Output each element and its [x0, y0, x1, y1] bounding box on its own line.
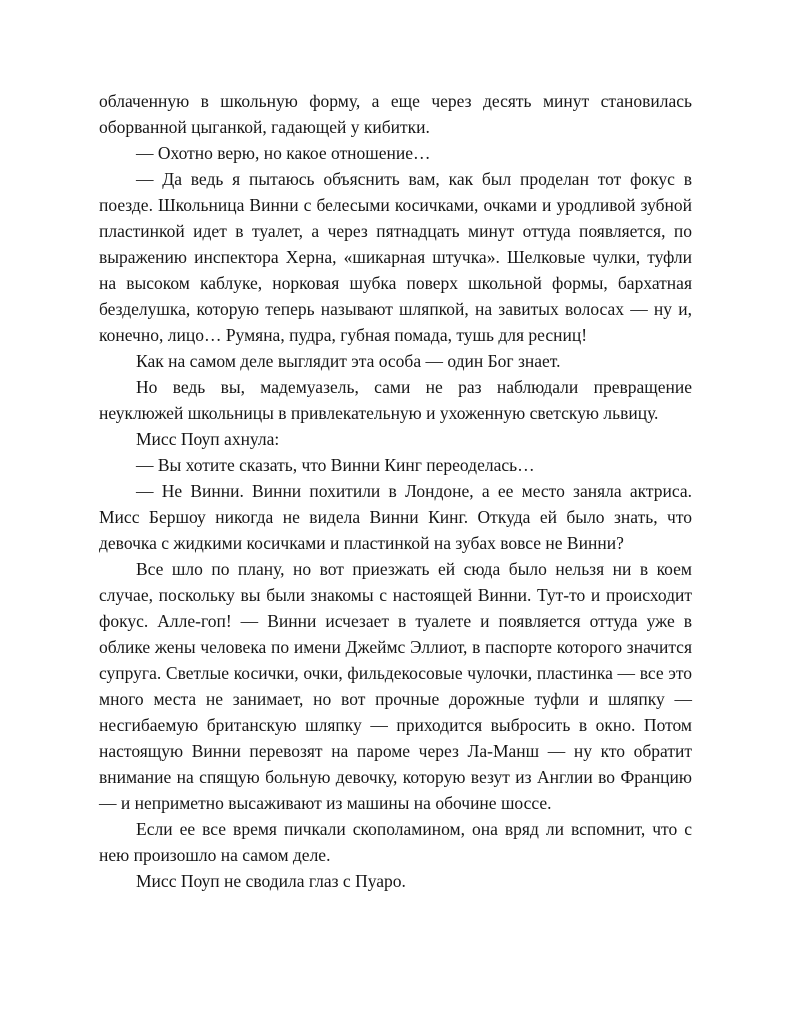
paragraph: — Охотно верю, но какое отношение…	[136, 143, 431, 163]
paragraph: — Да ведь я пытаюсь объяснить вам, как был проделан тот фокус в поезде. Школьница Винни с белесыми косичками, очками и уродливой зубной пластинкой идет в туалет, а через пятнадцать минут оттуда появляется, по выражению инспектора Херна, «шикарная штучка». Шелковые чулки, туфли на высоком каблуке, норковая шубка поверх школьной формы, бархатная безделушка, которую теперь называют шляпкой, на завитых волосах — ну и, конечно, лицо… Румяна, пудра, губная помада, тушь для ресниц!	[99, 169, 692, 345]
paragraph: Мисс Поуп ахнула:	[136, 429, 280, 449]
paragraph: Если ее все время пичкали скополамином, она вряд ли вспомнит, что с нею произошло на самом деле.	[99, 819, 692, 865]
paragraph: — Вы хотите сказать, что Винни Кинг переоделась…	[136, 455, 535, 475]
paragraph: Мисс Поуп не сводила глаз с Пуаро.	[136, 871, 406, 891]
paragraph: Как на самом деле выглядит эта особа — один Бог знает.	[136, 351, 561, 371]
text-block	[99, 88, 692, 894]
paragraph: облаченную в школьную форму, а еще через десять минут становилась оборванной цыганкой, гадающей у кибитки.	[99, 91, 692, 137]
paragraph: — Не Винни. Винни похитили в Лондоне, а ее место заняла актриса. Мисс Бершоу никогда не видела Винни Кинг. Откуда ей было знать, что девочка с жидкими косичками и пластинкой на зубах вовсе не Винни?	[99, 481, 692, 553]
paragraph: Но ведь вы, мадемуазель, сами не раз наблюдали превращение неуклюжей школьницы в привлекательную и ухоженную светскую львицу.	[99, 377, 692, 423]
paragraph: Все шло по плану, но вот приезжать ей сюда было нельзя ни в коем случае, поскольку вы были знакомы с настоящей Винни. Тут-то и происходит фокус. Алле-гоп! — Винни исчезает в туалете и появляется оттуда уже в облике жены человека по имени Джеймс Эллиот, в паспорте которого значится супруга. Светлые косички, очки, фильдекосовые чулочки, пластинка — все это много места не занимает, но вот прочные дорожные туфли и шляпку — несгибаемую британскую шляпку — приходится выбросить в окно. Потом настоящую Винни перевозят на пароме через Ла-Манш — ну кто обратит внимание на спящую больную девочку, которую везут из Англии во Францию — и неприметно высаживают из машины на обочине шоссе.	[99, 559, 692, 813]
